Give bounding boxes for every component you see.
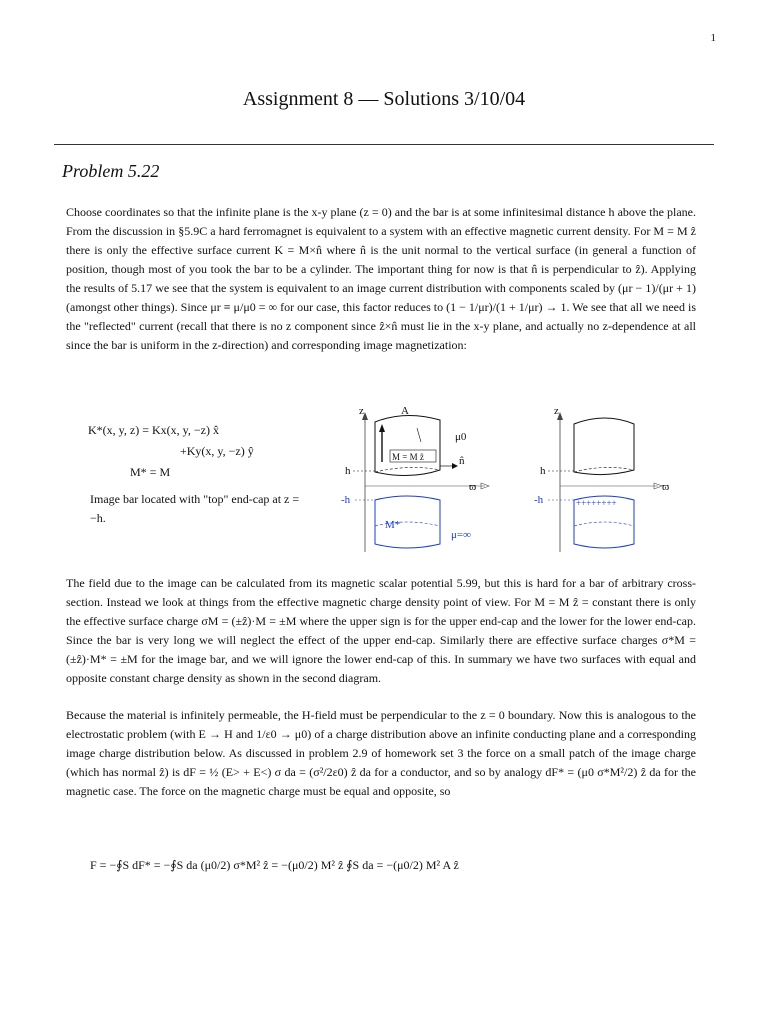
z-axis-label: z [359,405,364,417]
mu-infinity-label: μ=∞ [451,529,471,541]
diagram-current [335,402,505,562]
eq-row-2: +Ky(x, y, −z) ŷ [180,444,254,458]
image-bar-note: Image bar located with "top" end-cap at z = −h. [90,492,300,525]
z-axis-label-2: z [554,405,559,417]
paragraph-3: Because the material is infinitely permeable, the H-field must be perpendicular to the z = 0 boundary. Now this is analogous to the electrostatic problem (with E → H and 1/ε0 → μ0) of a charge distribution above an infinite conducting plane and a corresponding image charge distribution below. As discussed in problem 2.9 of homework set 3 the force on a small patch of the image charge (which has normal ẑ) is dF = ½ (E> + E<) σ da = (σ²/2ε0) ẑ da for a conductor, and so by analogy dF* = (μ0 σ*M²/2) ẑ da for the magnetic case. The force on the magnetic charge must be equal and opposite, so [66,708,696,798]
paragraph-2: The field due to the image can be calculated from its magnetic scalar potential 5.99, but this is hard for a bar of arbitrary cross-section. Instead we look at things from the effective magnetic charge density point of view. For M = M ẑ = constant there is only the effective surface charge σM = (±ẑ)·M = ±M where the upper sign is for the upper end-cap and the lower for the lower end-cap. Since the bar is very long we will neglect the effect of the upper end-cap. Similarly there are effective surface charges σ*M = (±ẑ)·M* = ±M for the image bar, and we will ignore the lower end-cap of this. In summary we have two surfaces with equal and opposite constant charge density as shown in the second diagram. [66,576,696,685]
plus-charges: ++++++++ [576,498,617,508]
problem-heading: Problem 5.22 [62,161,160,181]
omega-axis-label-2: ϖ [662,481,670,493]
magnetization-label: M = M ẑ [392,452,424,462]
eq-row-3: M* = M [130,465,171,479]
h-label-2: h [540,465,546,477]
minus-h-label: -h [341,494,351,506]
area-label: A [401,405,409,417]
h-label: h [345,465,351,477]
normal-label: n̂ [459,455,465,467]
diagram-charge [530,402,680,562]
title-rule [54,144,714,145]
minus-h-label-2: -h [534,494,544,506]
force-equation: F = −∮S dF* = −∮S da (μ0/2) σ*M² ẑ = −(μ0/2) M² ẑ ∮S da = −(μ0/2) M² A ẑ [90,858,459,872]
mu0-label: μ0 [455,431,467,443]
page-title: Assignment 8 — Solutions 3/10/04 [242,88,526,110]
image-current-equations [88,420,254,483]
omega-axis-label: ϖ [469,481,477,493]
image-magnetization-label: M* [385,519,401,531]
page-number: 1 [710,32,716,44]
eq-row-1: K*(x, y, z) = Kx(x, y, −z) x̂ [88,423,219,437]
paragraph-1: Choose coordinates so that the infinite plane is the x-y plane (z = 0) and the bar is at some infinitesimal distance h above the plane. From the discussion in §5.9C a hard ferromagnet is equivalent to a system with an effective magnetic current density. For M = M ẑ there is only the effective surface current K = M×n̂ where n̂ is the unit normal to the vertical surface (in general a function of position, though most of you took the bar to be a cylinder. The important thing for now is that n̂ is perpendicular to ẑ). Applying the results of 5.17 we see that the system is equivalent to an image current distribution with components scaled by (μr − 1)/(μr + 1) (amongst other things). Since μr ≡ μ/μ0 = ∞ for our case, this factor reduces to (1 − 1/μr)/(1 + 1/μr) → 1. We see that all we need is the "reflected" current (recall that there is no z component since ẑ×n̂ must lie in the x-y plane, and actually no z-dependence at all since the bar is uniform in the z-direction) and corresponding image magnetization: [66,205,696,352]
